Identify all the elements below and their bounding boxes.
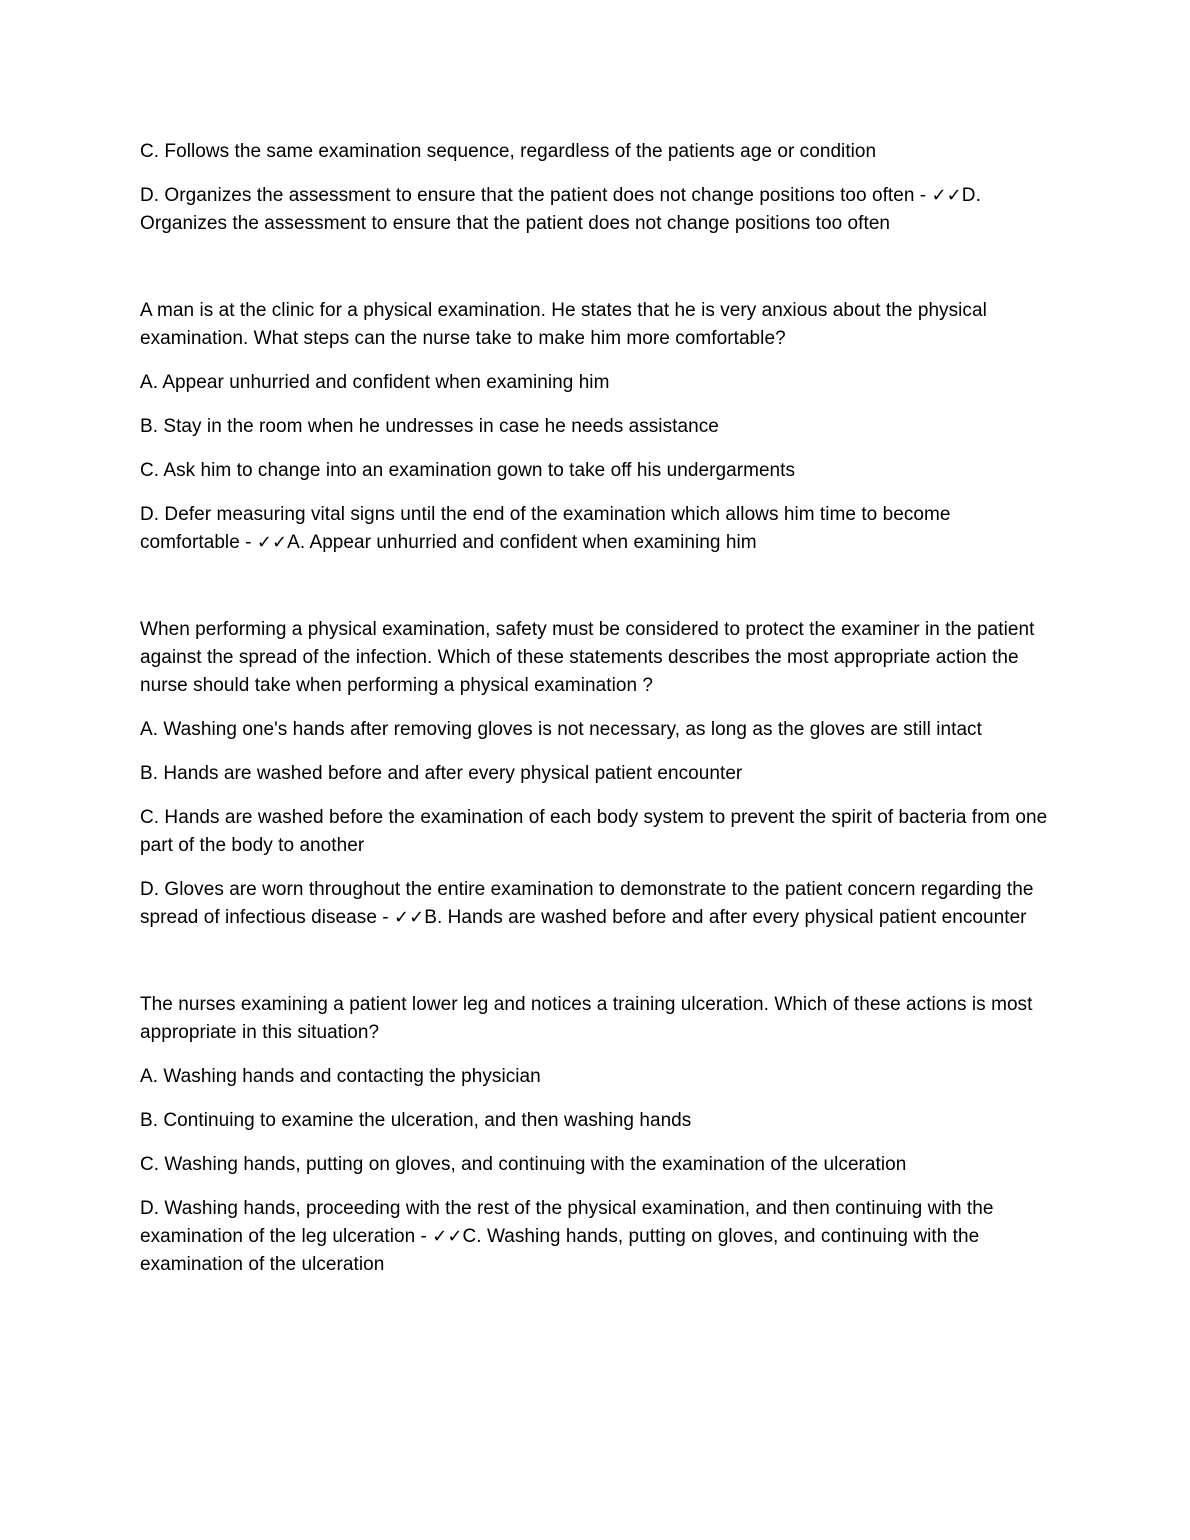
question-text: A man is at the clinic for a physical examination. He states that he is very anxious about the physical examination. What steps can the nurse take to make him more comfortable? (140, 300, 987, 349)
correct-answer: C. Washing hands, putting on gloves, and continuing with the examination of the ulceration (140, 1226, 980, 1275)
document-content (140, 138, 1050, 1279)
option-c: C. Hands are washed before the examination of each body system to prevent the spirit of bacteria from one part of the body to another (140, 807, 1048, 856)
option-b: B. Stay in the room when he undresses in case he needs assistance (140, 416, 719, 437)
question-text: The nurses examining a patient lower leg and notices a training ulceration. Which of these actions is most appropriate in this situation? (140, 994, 1033, 1043)
option-c: C. Washing hands, putting on gloves, and continuing with the examination of the ulceration (140, 1154, 907, 1175)
option-d-with-answer (140, 1195, 1050, 1279)
option-b: B. Hands are washed before and after every physical patient encounter (140, 763, 743, 784)
option-d-text: D. Organizes the assessment to ensure that the patient does not change positions too often - (140, 185, 927, 206)
option-d-text: D. Gloves are worn throughout the entire examination to demonstrate to the patient concern regarding the spread of infectious disease - (140, 879, 1034, 928)
double-check-icon: ✓✓ (256, 532, 288, 553)
correct-answer: B. Hands are washed before and after every physical patient encounter (424, 907, 1027, 928)
question-text: When performing a physical examination, safety must be considered to protect the examiner in the patient against the spread of the infection. Which of these statements describes the most appropriate action the nurse should take when performing a physical examination ? (140, 619, 1035, 696)
option-a: A. Appear unhurried and confident when examining him (140, 372, 610, 393)
option-d-with-answer (140, 876, 1050, 932)
option-c: C. Ask him to change into an examination gown to take off his undergarments (140, 460, 796, 481)
correct-answer: D. Organizes the assessment to ensure that the patient does not change positions too often (140, 185, 981, 234)
option-d-with-answer (140, 182, 1050, 238)
option-c: C. Follows the same examination sequence, regardless of the patients age or condition (140, 141, 877, 162)
option-b: B. Continuing to examine the ulceration, and then washing hands (140, 1110, 692, 1131)
option-a: A. Washing one's hands after removing gloves is not necessary, as long as the gloves are still intact (140, 719, 982, 740)
correct-answer: A. Appear unhurried and confident when examining him (287, 532, 757, 553)
double-check-icon: ✓✓ (931, 185, 962, 206)
double-check-icon: ✓✓ (432, 1226, 463, 1247)
option-d-with-answer (140, 501, 1050, 557)
option-d-text: D. Washing hands, proceeding with the rest of the physical examination, and then continuing with the examination of the leg ulceration - (140, 1198, 994, 1247)
option-d-text: D. Defer measuring vital signs until the end of the examination which allows him time to become comfortable - (140, 504, 951, 553)
option-a: A. Washing hands and contacting the physician (140, 1066, 541, 1087)
double-check-icon: ✓✓ (393, 907, 425, 928)
